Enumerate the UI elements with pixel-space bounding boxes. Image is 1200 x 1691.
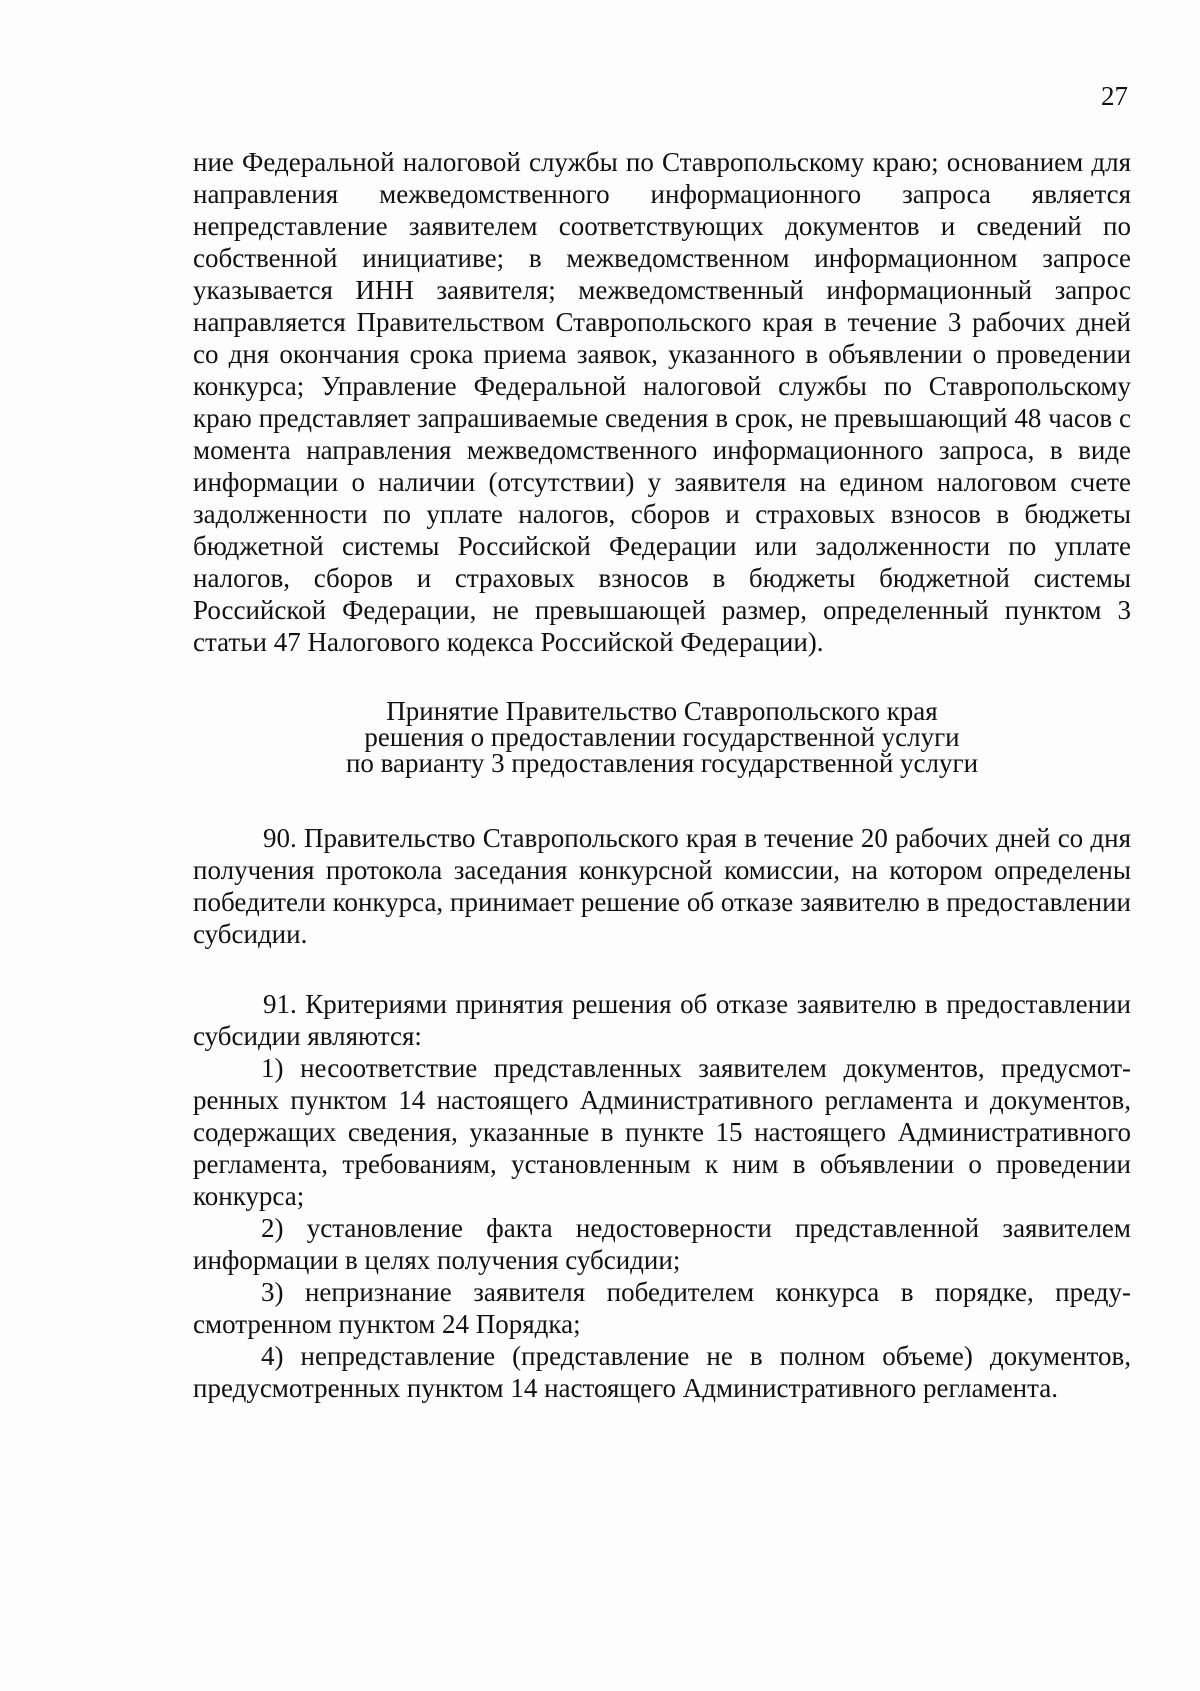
intro-paragraph: ние Федеральной налоговой службы по Ставропольскому краю; основанием для направления межведомственного информационного запроса является непредставление заявителем соответствующих документов и сведений по собственной инициативе; в межведомственном информационном запросе указывается ИНН заявителя; межведомственный информационный запрос направляется Правительством Ставропольского края в течение 3 рабочих дней со дня окончания срока приема заявок, указанного в объявлении о проведении конкурса; Управление Федеральной налоговой службы по Ставропольскому краю представляет запрашиваемые сведения в срок, не превышающий 48 часов с момента направления межведомственного информационного запроса, в виде информации о наличии (отсутствии) у заявителя на едином налоговом счете задолженности по уплате налогов, сборов и страховых взносов в бюджеты бюджетной системы Российской Федерации или задолженности по уплате налогов, сборов и страховых взносов в бюджеты бюджетной системы Российской Федерации, не превышающей размер, определенный пунктом 3 статьи 47 Налогового кодекса Российской Федерации).	[193, 147, 1131, 657]
criterion-2: 2) установление факта недостоверности представленной заявителем информации в целях получения субсидии;	[193, 1213, 1131, 1275]
criterion-1: 1) несоответствие представленных заявителем документов, предусмотренных пунктом 14 настоящего Административного регламента и документов, содержащих сведения, указанные в пункте 15 настоящего Административного регламента, требованиям, установленным к ним в объявлении о проведении конкурса;	[193, 1053, 1131, 1211]
paragraph-90: 90. Правительство Ставропольского края в течение 20 рабочих дней со дня получения протокола заседания конкурсной комиссии, на котором определены победители конкурса, принимает решение об отказе заявителю в предоставлении субсидии.	[193, 823, 1131, 949]
page-number: 27	[1101, 81, 1128, 111]
section-heading	[193, 698, 1131, 776]
section-heading-line-2: решения о предоставлении государственной услуги	[364, 722, 960, 752]
criterion-4: 4) непредставление (представление не в полном объеме) документов, предусмотренных пунктом 14 настоящего Административного регламента.	[193, 1341, 1131, 1403]
paragraph-91: 91. Критериями принятия решения об отказе заявителю в предоставлении субсидии являются:	[193, 989, 1131, 1051]
section-heading-line-3: по варианту 3 предоставления государственной услуги	[345, 748, 979, 778]
paragraph-spacer	[193, 950, 1131, 988]
section-heading-line-1: Принятие Правительство Ставропольского края	[386, 696, 938, 726]
criterion-3: 3) непризнание заявителя победителем конкурса в порядке, предусмотренном пунктом 24 Порядка;	[193, 1277, 1131, 1339]
document-body	[193, 146, 1131, 1404]
